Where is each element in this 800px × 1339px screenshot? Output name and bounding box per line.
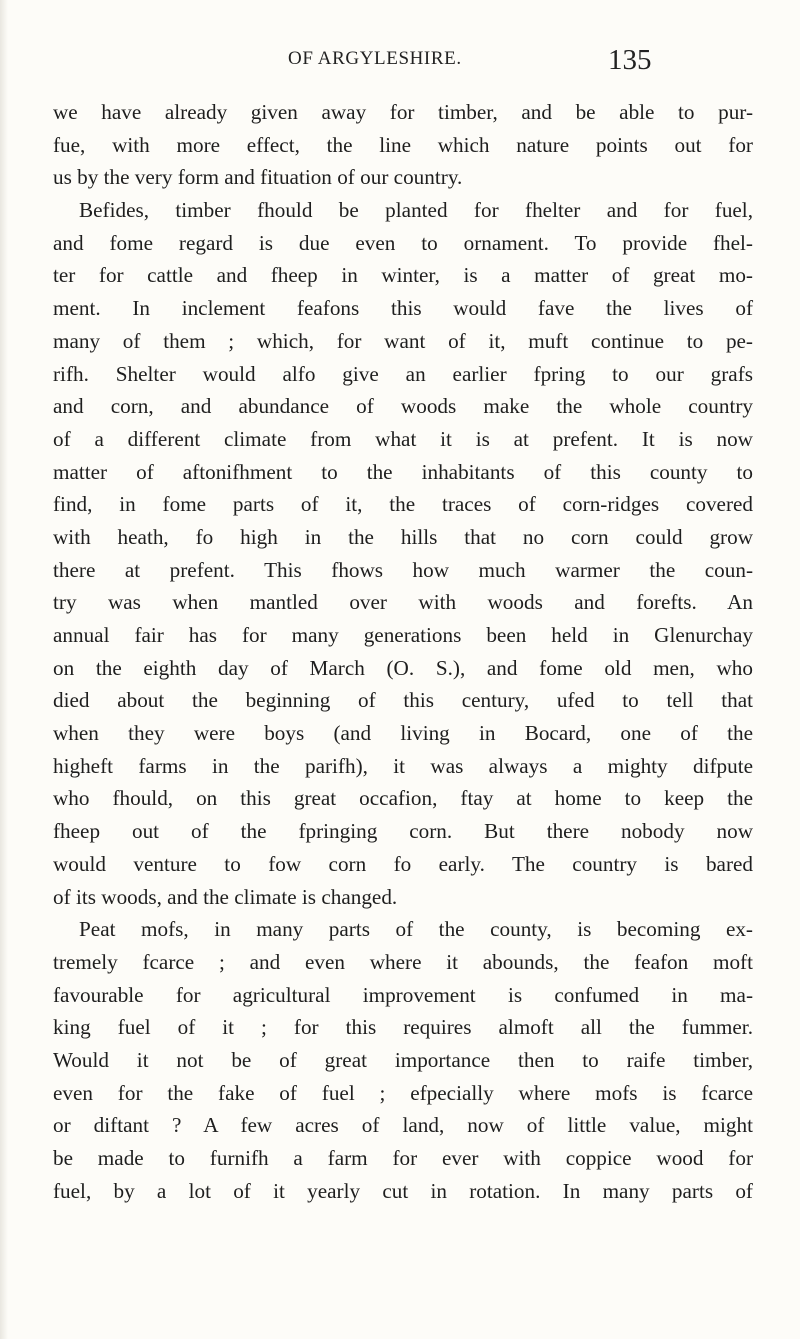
text-line: matter of aftonifhment to the inhabitants of this county to	[53, 459, 753, 484]
text-line: tremely fcarce ; and even where it abounds, the feafon moft	[53, 949, 753, 974]
text-line: and fome regard is due even to ornament. To provide fhel-	[53, 230, 753, 255]
text-line: or diftant ? A few acres of land, now of little value, might	[53, 1113, 753, 1138]
body-text	[53, 96, 753, 1207]
page-number: 135	[608, 44, 652, 76]
text-line: Befides, timber fhould be planted for fhelter and for fuel,	[79, 198, 753, 223]
text-line: when they were boys (and living in Bocard, one of the	[53, 721, 753, 746]
text-line: find, in fome parts of it, the traces of corn-ridges covered	[53, 492, 753, 517]
text-line: of its woods, and the climate is changed.	[53, 884, 398, 909]
text-line: and corn, and abundance of woods make the whole country	[53, 394, 753, 419]
text-line: many of them ; which, for want of it, muft continue to pe-	[53, 328, 753, 353]
text-line: fuel, by a lot of it yearly cut in rotation. In many parts of	[53, 1178, 753, 1203]
text-line: fue, with more effect, the line which nature points out for	[53, 132, 753, 157]
text-line: favourable for agricultural improvement is confumed in ma-	[53, 982, 753, 1007]
text-line: died about the beginning of this century, ufed to tell that	[53, 688, 753, 713]
text-line: of a different climate from what it is at prefent. It is now	[53, 426, 753, 451]
running-head: OF ARGYLESHIRE.	[288, 48, 462, 69]
text-line: even for the fake of fuel ; efpecially where mofs is fcarce	[53, 1080, 753, 1105]
text-line: be made to furnifh a farm for ever with coppice wood for	[53, 1146, 753, 1170]
text-line: us by the very form and fituation of our country.	[53, 165, 463, 190]
text-line: would venture to fow corn fo early. The country is bared	[53, 851, 753, 876]
text-line: try was when mantled over with woods and forefts. An	[53, 590, 753, 615]
text-line: Would it not be of great importance then to raife timber,	[53, 1047, 753, 1072]
text-line: we have already given away for timber, and be able to pur-	[53, 100, 753, 124]
text-line: with heath, fo high in the hills that no corn could grow	[53, 524, 753, 549]
binding-edge	[0, 0, 8, 1339]
text-line: rifh. Shelter would alfo give an earlier fpring to our grafs	[53, 361, 753, 386]
text-line: ter for cattle and fheep in winter, is a matter of great mo-	[53, 263, 753, 288]
page-header	[0, 44, 800, 84]
text-line: king fuel of it ; for this requires almoft all the fummer.	[53, 1015, 753, 1040]
text-line: higheft farms in the parifh), it was always a mighty difpute	[53, 753, 753, 778]
text-line: fheep out of the fpringing corn. But there nobody now	[53, 819, 753, 844]
text-line: on the eighth day of March (O. S.), and fome old men, who	[53, 655, 753, 680]
text-line: annual fair has for many generations been held in Glenurchay	[53, 623, 753, 647]
text-line: Peat mofs, in many parts of the county, is becoming ex-	[79, 917, 753, 942]
text-line: there at prefent. This fhows how much warmer the coun-	[53, 557, 753, 582]
text-line: ment. In inclement feafons this would fave the lives of	[53, 296, 753, 321]
text-line: who fhould, on this great occafion, ftay at home to keep the	[53, 786, 753, 811]
